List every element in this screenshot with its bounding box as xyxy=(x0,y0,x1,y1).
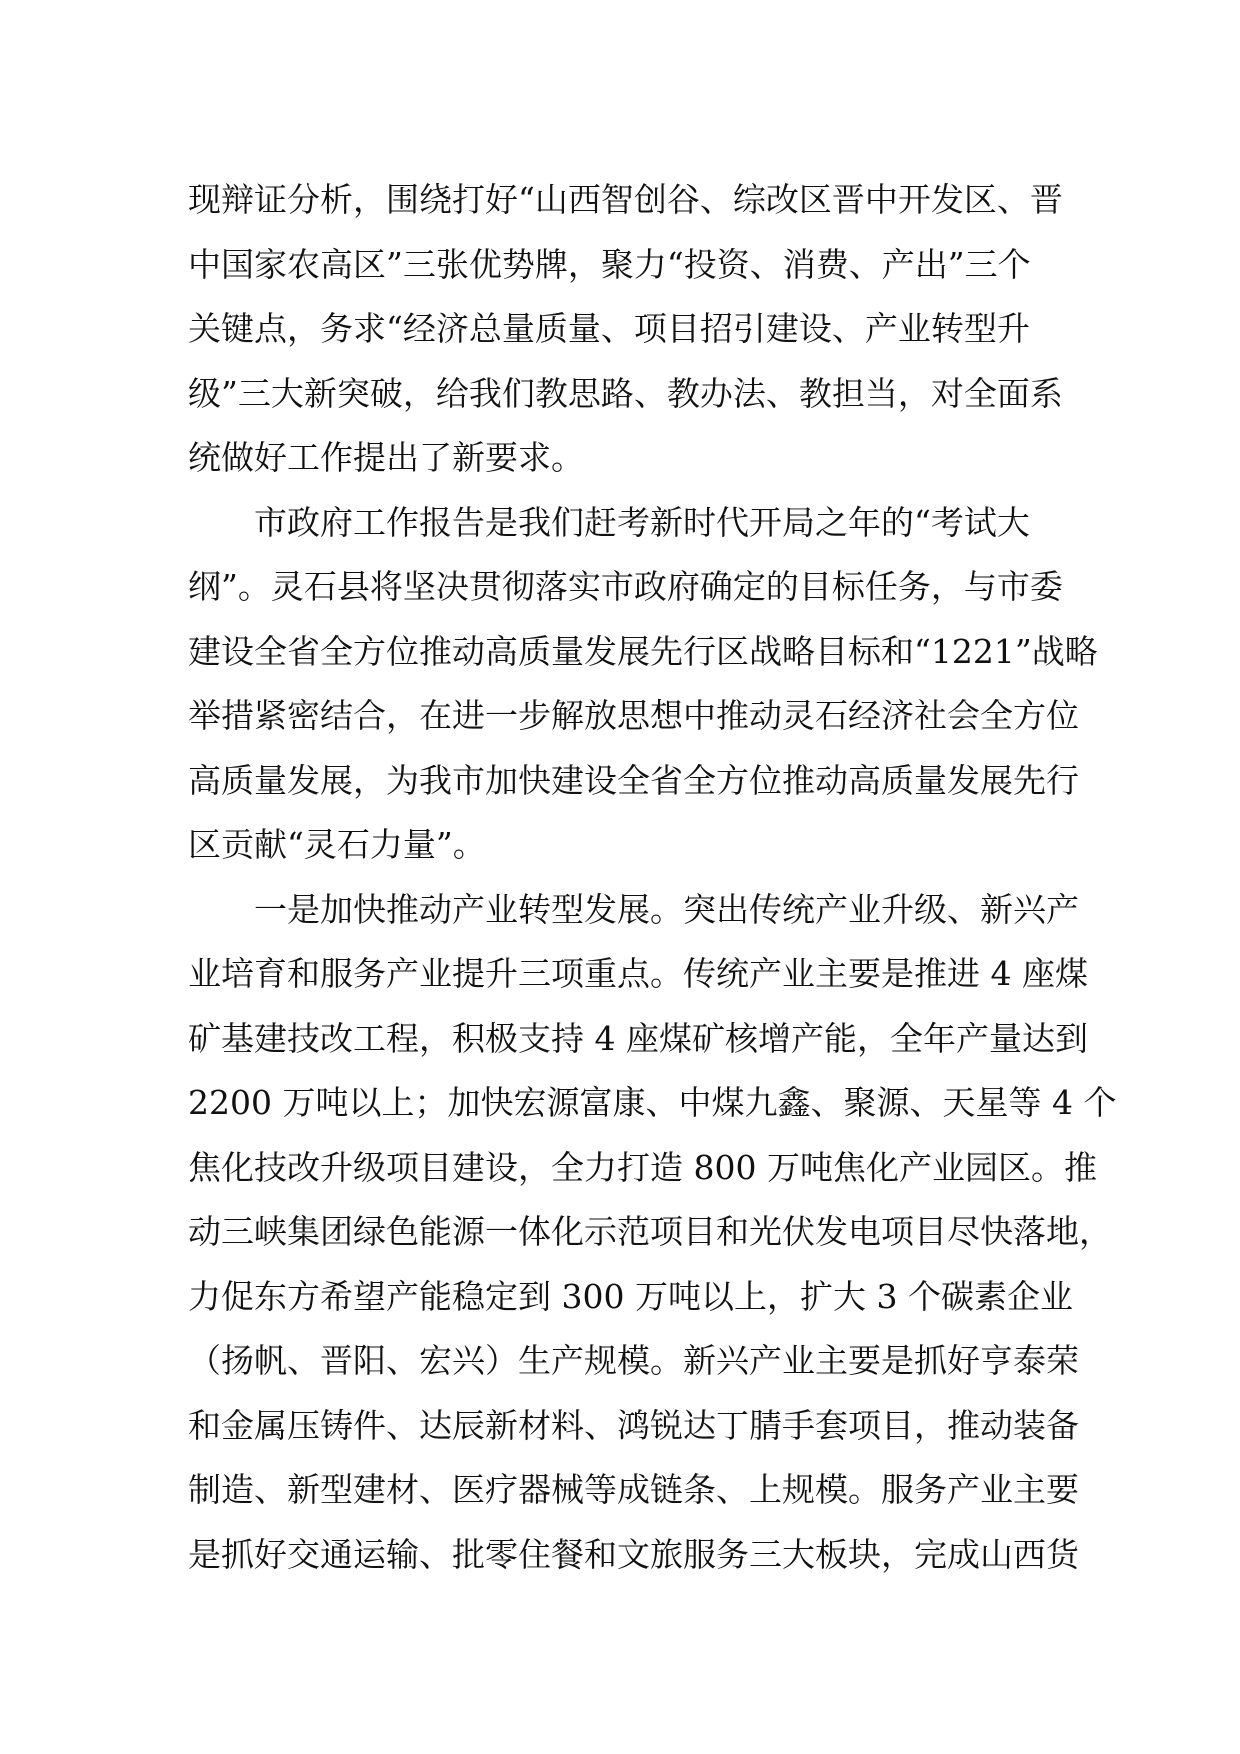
text-line: 一是加快推动产业转型发展。突出传统产业升级、新兴产 xyxy=(254,889,1079,929)
text-line: 2200 万吨以上；加快宏源富康、中煤九鑫、聚源、天星等 4 个 xyxy=(188,1083,1117,1122)
text-line: 现辩证分析，围绕打好“山西智创谷、综改区晋中开发区、晋 xyxy=(188,180,1063,219)
text-line: （扬帆、晋阳、宏兴）生产规模。新兴产业主要是抓好亨泰荣 xyxy=(188,1341,1079,1380)
text-line: 业培育和服务产业提升三项重点。传统产业主要是推进 4 座煤 xyxy=(188,954,1088,993)
paragraph xyxy=(188,491,1098,878)
text-line: 高质量发展，为我市加快建设全省全方位推动高质量发展先行 xyxy=(188,760,1079,800)
text-line: 是抓好交通运输、批零住餐和文旅服务三大板块，完成山西货 xyxy=(188,1534,1079,1574)
text-line: 举措紧密结合，在进一步解放思想中推动灵石经济社会全方位 xyxy=(188,696,1079,735)
paragraph xyxy=(188,878,1117,1588)
text-line: 级”三大新突破，给我们教思路、教办法、教担当，对全面系 xyxy=(188,373,1063,413)
text-line: 制造、新型建材、医疗器械等成链条、上规模。服务产业主要 xyxy=(188,1470,1079,1509)
text-line: 和金属压铸件、达辰新材料、鸿锐达丁腈手套项目，推动装备 xyxy=(188,1405,1079,1445)
document-body xyxy=(188,168,1117,1587)
text-line: 力促东方希望产能稳定到 300 万吨以上，扩大 3 个碳素企业 xyxy=(188,1276,1073,1316)
text-line: 纲”。灵石县将坚决贯彻落实市政府确定的目标任务，与市委 xyxy=(188,567,1063,606)
text-line: 动三峡集团绿色能源一体化示范项目和光伏发电项目尽快落地， xyxy=(188,1212,1112,1251)
text-line: 矿基建技改工程，积极支持 4 座煤矿核增产能，全年产量达到 xyxy=(188,1018,1088,1058)
text-line: 中国家农高区”三张优势牌，聚力“投资、消费、产出”三个 xyxy=(188,244,1031,284)
text-line: 建设全省全方位推动高质量发展先行区战略目标和“1221”战略 xyxy=(188,631,1098,671)
paragraph xyxy=(188,168,1063,491)
text-line: 关键点，务求“经济总量质量、项目招引建设、产业转型升 xyxy=(188,309,1030,348)
text-line: 市政府工作报告是我们赶考新时代开局之年的“考试大 xyxy=(254,502,1030,542)
text-line: 区贡献“灵石力量”。 xyxy=(188,825,486,864)
text-line: 统做好工作提出了新要求。 xyxy=(188,438,584,477)
text-line: 焦化技改升级项目建设，全力打造 800 万吨焦化产业园区。推 xyxy=(188,1147,1097,1187)
